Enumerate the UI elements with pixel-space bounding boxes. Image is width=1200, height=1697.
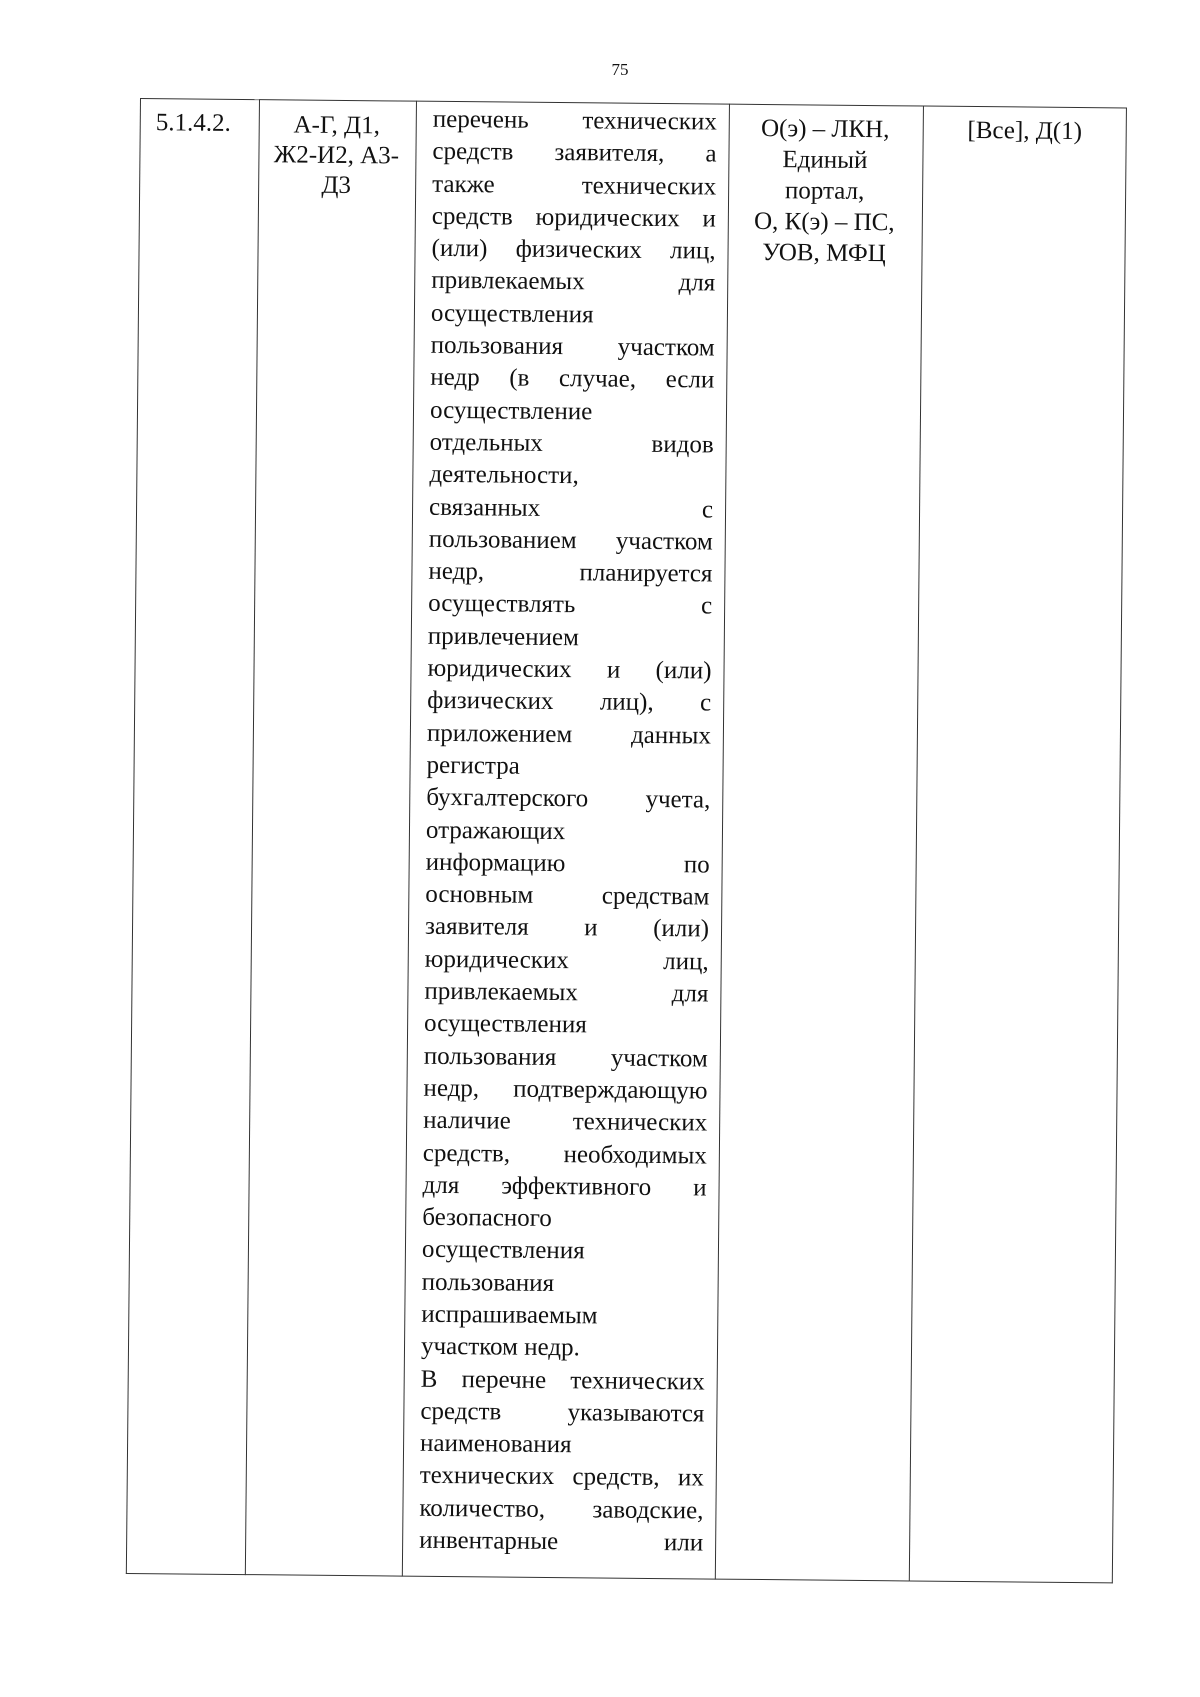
text-line: средств заявителя, а [432,138,717,168]
text-line: (или) физических лиц, [431,234,716,265]
text-line: пользования участком [430,331,715,362]
text-line: средств юридических и [431,202,716,233]
text-line: заявителя и (или) [424,913,710,943]
text-line: основным средствам [425,880,710,911]
category-line: Д3 [321,171,352,200]
text-line: осуществления [421,1236,585,1265]
text-line: технических средств, их [419,1462,704,1492]
category-list [259,100,416,201]
text-line: участком недр. [420,1333,580,1362]
text-line: юридических лиц, [424,945,709,976]
text-line: недр, подтверждающую [423,1074,708,1105]
text-line: безопасного [422,1203,553,1233]
text-line: регистра [426,751,520,780]
text-line: юридических и (или) [427,654,712,685]
cell-categories [245,100,416,1576]
category-line: А-Г, Д1, [293,111,381,140]
text-line: отражающих [425,816,566,845]
text-line: отдельных видов [429,428,714,459]
cell-submission-form [715,104,923,1581]
text-line: В перечне технических [420,1365,705,1396]
text-line: недр (в случае, если [430,364,715,394]
form-line: Единый [782,146,868,174]
text-line: наименования [419,1429,572,1459]
text-line: инвентарные или [419,1526,704,1557]
cell-document-text [402,101,729,1579]
text-line: осуществления [423,1010,587,1039]
text-line: осуществления [430,299,594,329]
text-line: средств указываются [420,1397,705,1428]
text-line: средств, необходимых [422,1139,708,1169]
text-line: для эффективного и [422,1171,707,1202]
cell-stage [909,106,1126,1583]
table-row [126,99,1126,1583]
text-line: приложением данных [426,719,712,750]
text-line: пользования [421,1268,555,1297]
text-line: количество, заводские, [419,1494,704,1525]
category-line: Ж2-И2, А3- [273,141,400,170]
requirements-table [126,98,1127,1583]
text-line: осуществлять с [428,590,713,620]
text-line: наличие технических [423,1106,708,1137]
form-line: УОВ, МФЦ [762,238,886,268]
form-line: О, К(э) – ПС, [753,207,895,237]
text-line: привлекаемых для [431,267,716,298]
text-line: испрашиваемым [421,1300,598,1330]
page-number: 75 [611,60,629,79]
text-line: физических лиц), с [427,687,712,717]
form-line: портал, [784,177,865,205]
text-line: связанных с [428,493,714,524]
submission-form [728,105,923,270]
text-line: пользованием участком [428,525,713,556]
text-line: недр, планируется [428,557,713,588]
text-line: также технических [432,170,717,201]
text-line: бухгалтерского учета, [426,784,711,814]
cell-item-number [126,99,259,1575]
text-line: осуществление [429,396,593,426]
form-line: О(э) – ЛКН, [760,114,890,144]
stage-code: [Все], Д(1) [967,116,1083,146]
text-line: перечень технических [432,105,717,136]
text-line: привлечением [427,622,580,651]
item-number: 5.1.4.2. [155,109,231,137]
document-text [403,102,729,1560]
text-line: деятельности, [429,461,579,490]
text-line: пользования участком [423,1042,708,1073]
text-line: привлекаемых для [424,977,709,1008]
text-line: информацию по [425,848,710,879]
